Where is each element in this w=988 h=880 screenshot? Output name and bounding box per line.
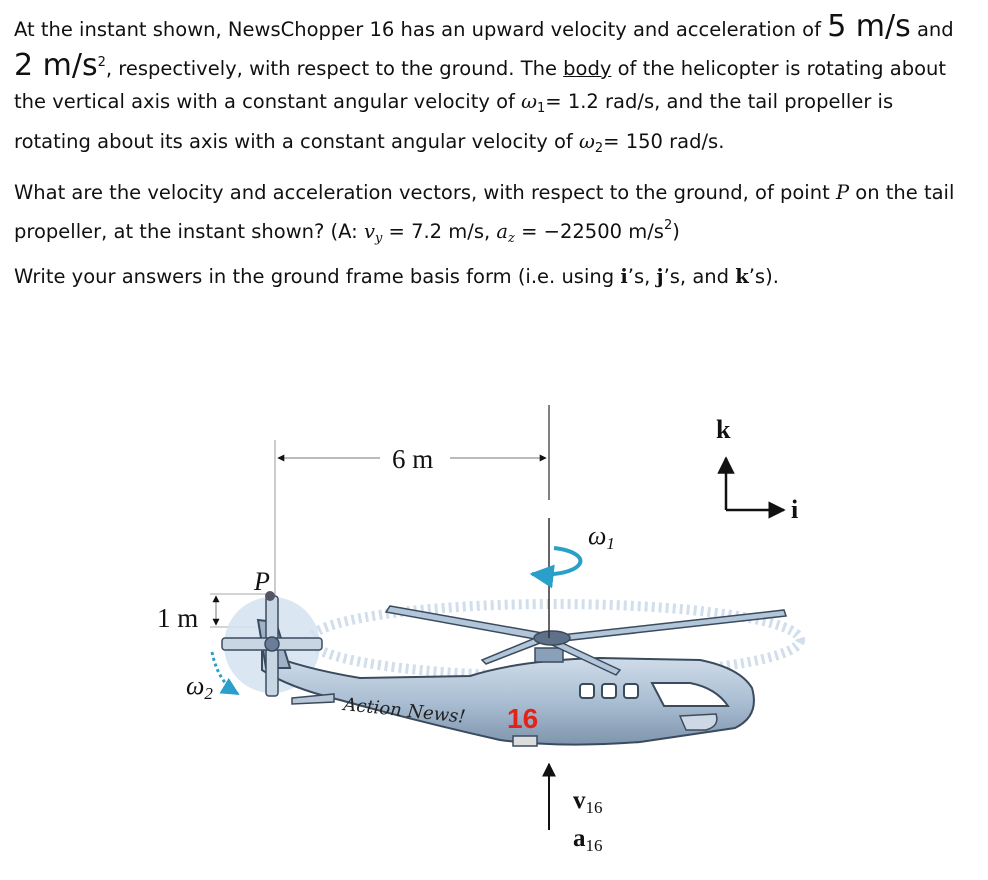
- a16-label: $a_{16}$: [573, 825, 603, 855]
- velocity-value: 5 m/s: [827, 9, 911, 44]
- omega1-rotation-arrow: [532, 548, 580, 575]
- livery-text: Action News!: [342, 694, 467, 728]
- v16-label: $v_{16}$: [573, 787, 603, 817]
- problem-paragraph-1: At the instant shown, NewsChopper 16 has an upward velocity and acceleration of 5 m/s and 2 $m/s^2$, respectively, with respect to the ground. The body of the helicopter is rotating about the vertical axis with a constant angular velocity of $\omega_1= 1.2$ rad/s, and the tail propeller is rotating about its axis with a constant angular velocity of $\omega_2= 150$ rad/s.: [14, 9, 954, 156]
- acceleration-value: 2 m/s: [14, 48, 98, 83]
- dimension-1m-label: 1 m: [157, 603, 199, 633]
- helicopter-fuselage: [258, 620, 754, 746]
- omega1-label: ω1: [588, 521, 615, 553]
- point-p-label: P: [254, 567, 270, 596]
- livery-number: 16: [507, 703, 539, 734]
- axis-triad: [716, 415, 798, 524]
- body-word: body: [563, 57, 612, 80]
- axis-i-label: i: [791, 495, 799, 524]
- problem-paragraph-2: What are the velocity and acceleration vectors, with respect to the ground, of point P on the tail propeller, at the instant shown? (A: $v_y = 7.2$ m/s, $a_z = -22500$ $m/s^2$): [14, 181, 955, 246]
- omega2-label: ω2: [186, 671, 213, 703]
- dimension-6m: [275, 405, 549, 600]
- dimension-6m-label: 6 m: [392, 444, 434, 474]
- problem-paragraph-3: Write your answers in the ground frame basis form (i.e. using i’s, j’s, and k’s).: [14, 265, 779, 288]
- axis-k-label: k: [716, 415, 731, 444]
